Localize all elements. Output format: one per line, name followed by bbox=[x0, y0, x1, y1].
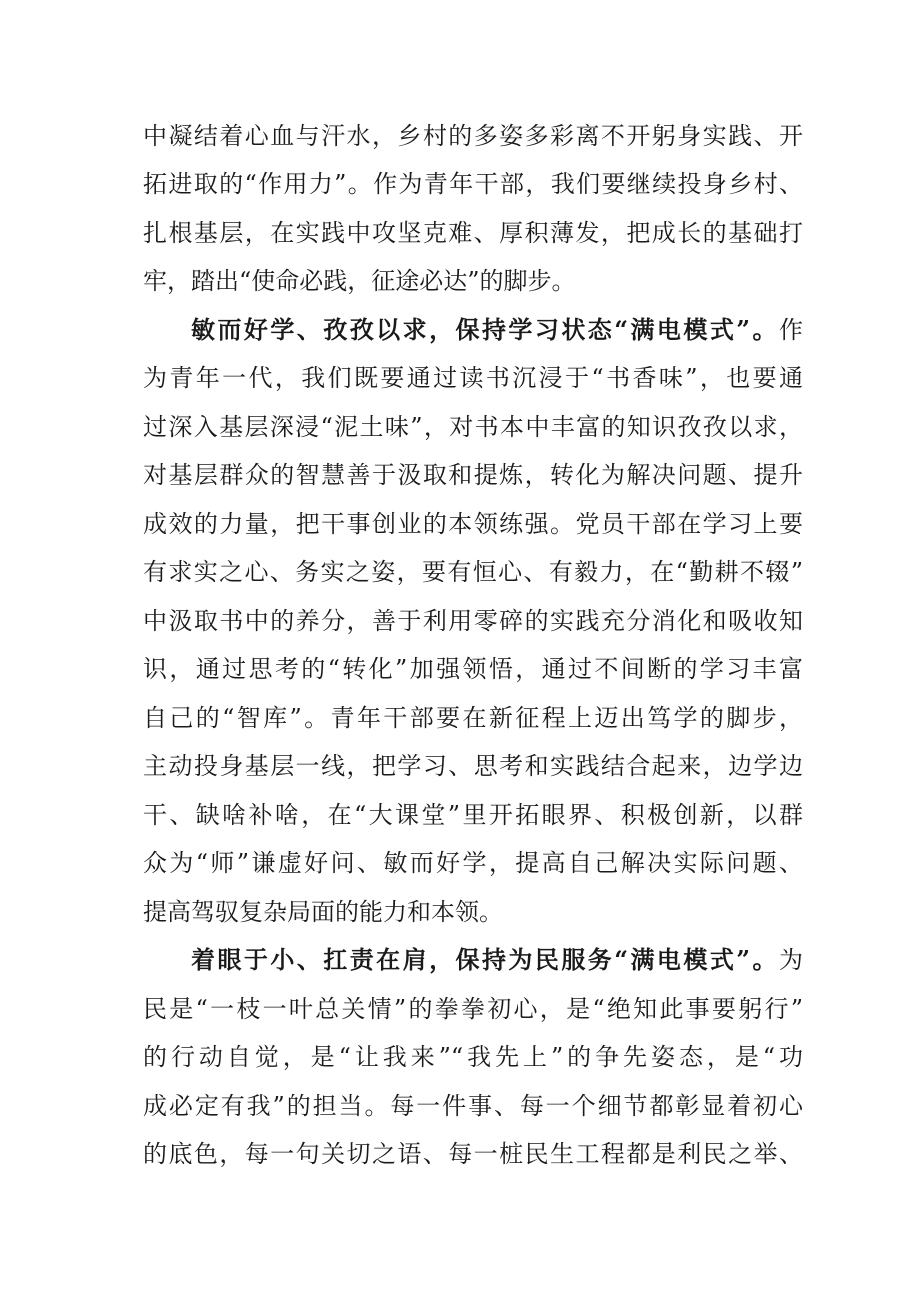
paragraph-2-line-3: 过深入基层深浸“泥土味”，对书本中丰富的知识孜孜以求， bbox=[143, 413, 803, 441]
paragraph-3-heading: 着眼于小、扛责在肩，保持为民服务“满电模式”。 bbox=[191, 945, 779, 974]
paragraph-2-first-line bbox=[191, 306, 803, 354]
paragraph-3-line-4: 成必定有我”的担当。每一件事、每一个细节都彰显着初心 bbox=[143, 1092, 803, 1120]
paragraph-1-line-2: 拓进取的“作用力”。作为青年干部，我们要继续投身乡村、 bbox=[143, 170, 803, 198]
paragraph-3-line-5: 的底色，每一句关切之语、每一桩民生工程都是利民之举、 bbox=[143, 1140, 803, 1168]
paragraph-1-line-1: 中凝结着心血与汗水，乡村的多姿多彩离不开躬身实践、开 bbox=[143, 122, 803, 150]
paragraph-3-first-line-rest: 为 bbox=[779, 946, 803, 974]
paragraph-2-first-line-rest: 作 bbox=[779, 316, 803, 344]
paragraph-2-line-8: 识，通过思考的“转化”加强领悟，通过不间断的学习丰富 bbox=[143, 655, 803, 683]
paragraph-2-line-11: 干、缺啥补啥，在“大课堂”里开拓眼界、积极创新，以群 bbox=[143, 801, 803, 829]
paragraph-2-line-7: 中汲取书中的养分，善于利用零碎的实践充分消化和吸收知 bbox=[143, 607, 803, 635]
paragraph-2-line-6: 有求实之心、务实之姿，要有恒心、有毅力，在“勤耕不辍” bbox=[143, 558, 803, 586]
paragraph-2-line-2: 为青年一代，我们既要通过读书沉浸于“书香味”，也要通 bbox=[143, 364, 803, 392]
paragraph-3-line-2: 民是“一枝一叶总关情”的拳拳初心，是“绝知此事要躬行” bbox=[143, 995, 803, 1023]
paragraph-2-line-4: 对基层群众的智慧善于汲取和提炼，转化为解决问题、提升 bbox=[143, 461, 803, 489]
paragraph-2-line-10: 主动投身基层一线，把学习、思考和实践结合起来，边学边 bbox=[143, 752, 803, 780]
paragraph-2-line-13: 提高驾驭复杂局面的能力和本领。 bbox=[143, 898, 503, 926]
paragraph-1-line-4: 牢，踏出“使命必践，征途必达”的脚步。 bbox=[143, 267, 576, 295]
paragraph-3-line-3: 的行动自觉，是“让我来”“我先上”的争先姿态，是“功 bbox=[143, 1043, 803, 1071]
paragraph-3-first-line bbox=[191, 936, 803, 984]
paragraph-1-line-3: 扎根基层，在实践中攻坚克难、厚积薄发，把成长的基础打 bbox=[143, 219, 803, 247]
paragraph-2-line-12: 众为“师”谦虚好问、敏而好学，提高自己解决实际问题、 bbox=[143, 849, 803, 877]
paragraph-2-line-5: 成效的力量，把干事创业的本领练强。党员干部在学习上要 bbox=[143, 510, 803, 538]
paragraph-2-line-9: 自己的“智库”。青年干部要在新征程上迈出笃学的脚步， bbox=[143, 704, 803, 732]
paragraph-2-heading: 敏而好学、孜孜以求，保持学习状态“满电模式”。 bbox=[191, 315, 779, 344]
